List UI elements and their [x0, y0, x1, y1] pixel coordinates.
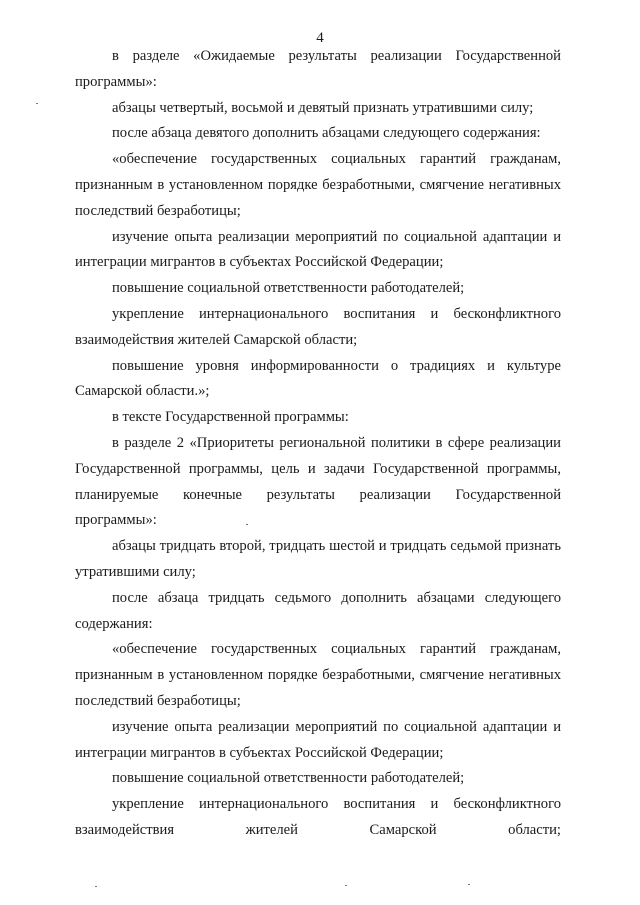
paragraph: абзацы четвертый, восьмой и девятый признать утратившими силу;	[112, 99, 534, 116]
scan-speck	[468, 884, 470, 885]
scan-speck	[36, 103, 38, 104]
paragraph: изучение опыта реализации мероприятий по социальной адаптации и интеграции мигрантов в субъектах Российской Федерации;	[75, 228, 561, 271]
document-body	[75, 44, 561, 844]
scan-speck	[345, 885, 347, 886]
paragraph: в разделе 2 «Приоритеты региональной политики в сфере реализации Государственной программы, цель и задачи Государственной программы, планируемые конечные результаты реализации Государственной программы»:	[75, 434, 561, 529]
paragraph: абзацы тридцать второй, тридцать шестой и тридцать седьмой признать утратившими силу;	[75, 538, 561, 580]
page-number: 4	[316, 30, 324, 46]
paragraph: повышение уровня информированности о традициях и культуре Самарской области.»;	[75, 357, 561, 400]
paragraph: повышение социальной ответственности работодателей;	[112, 280, 465, 297]
scan-speck	[246, 524, 248, 525]
paragraph: в тексте Государственной программы:	[112, 409, 349, 426]
scan-speck	[95, 886, 97, 887]
paragraph: «обеспечение государственных социальных гарантий гражданам, признанным в установленном порядке безработными, смягчение негативных последствий безработицы;	[75, 641, 561, 709]
paragraph: укрепление интернационального воспитания и бесконфликтного взаимодействия жителей Самарской области;	[75, 305, 561, 348]
paragraph: укрепление интернационального воспитания и бесконфликтного взаимодействия жителей Самарской области;	[75, 796, 561, 838]
paragraph: «обеспечение государственных социальных гарантий гражданам, признанным в установленном порядке безработными, смягчение негативных последствий безработицы;	[75, 151, 561, 219]
paragraph: после абзаца девятого дополнить абзацами следующего содержания:	[112, 125, 541, 142]
paragraph: в разделе «Ожидаемые результаты реализации Государственной программы»:	[75, 48, 561, 90]
paragraph: изучение опыта реализации мероприятий по социальной адаптации и интеграции мигрантов в субъектах Российской Федерации;	[75, 718, 561, 761]
paragraph: после абзаца тридцать седьмого дополнить абзацами следующего содержания:	[75, 589, 561, 632]
paragraph: повышение социальной ответственности работодателей;	[112, 770, 465, 787]
